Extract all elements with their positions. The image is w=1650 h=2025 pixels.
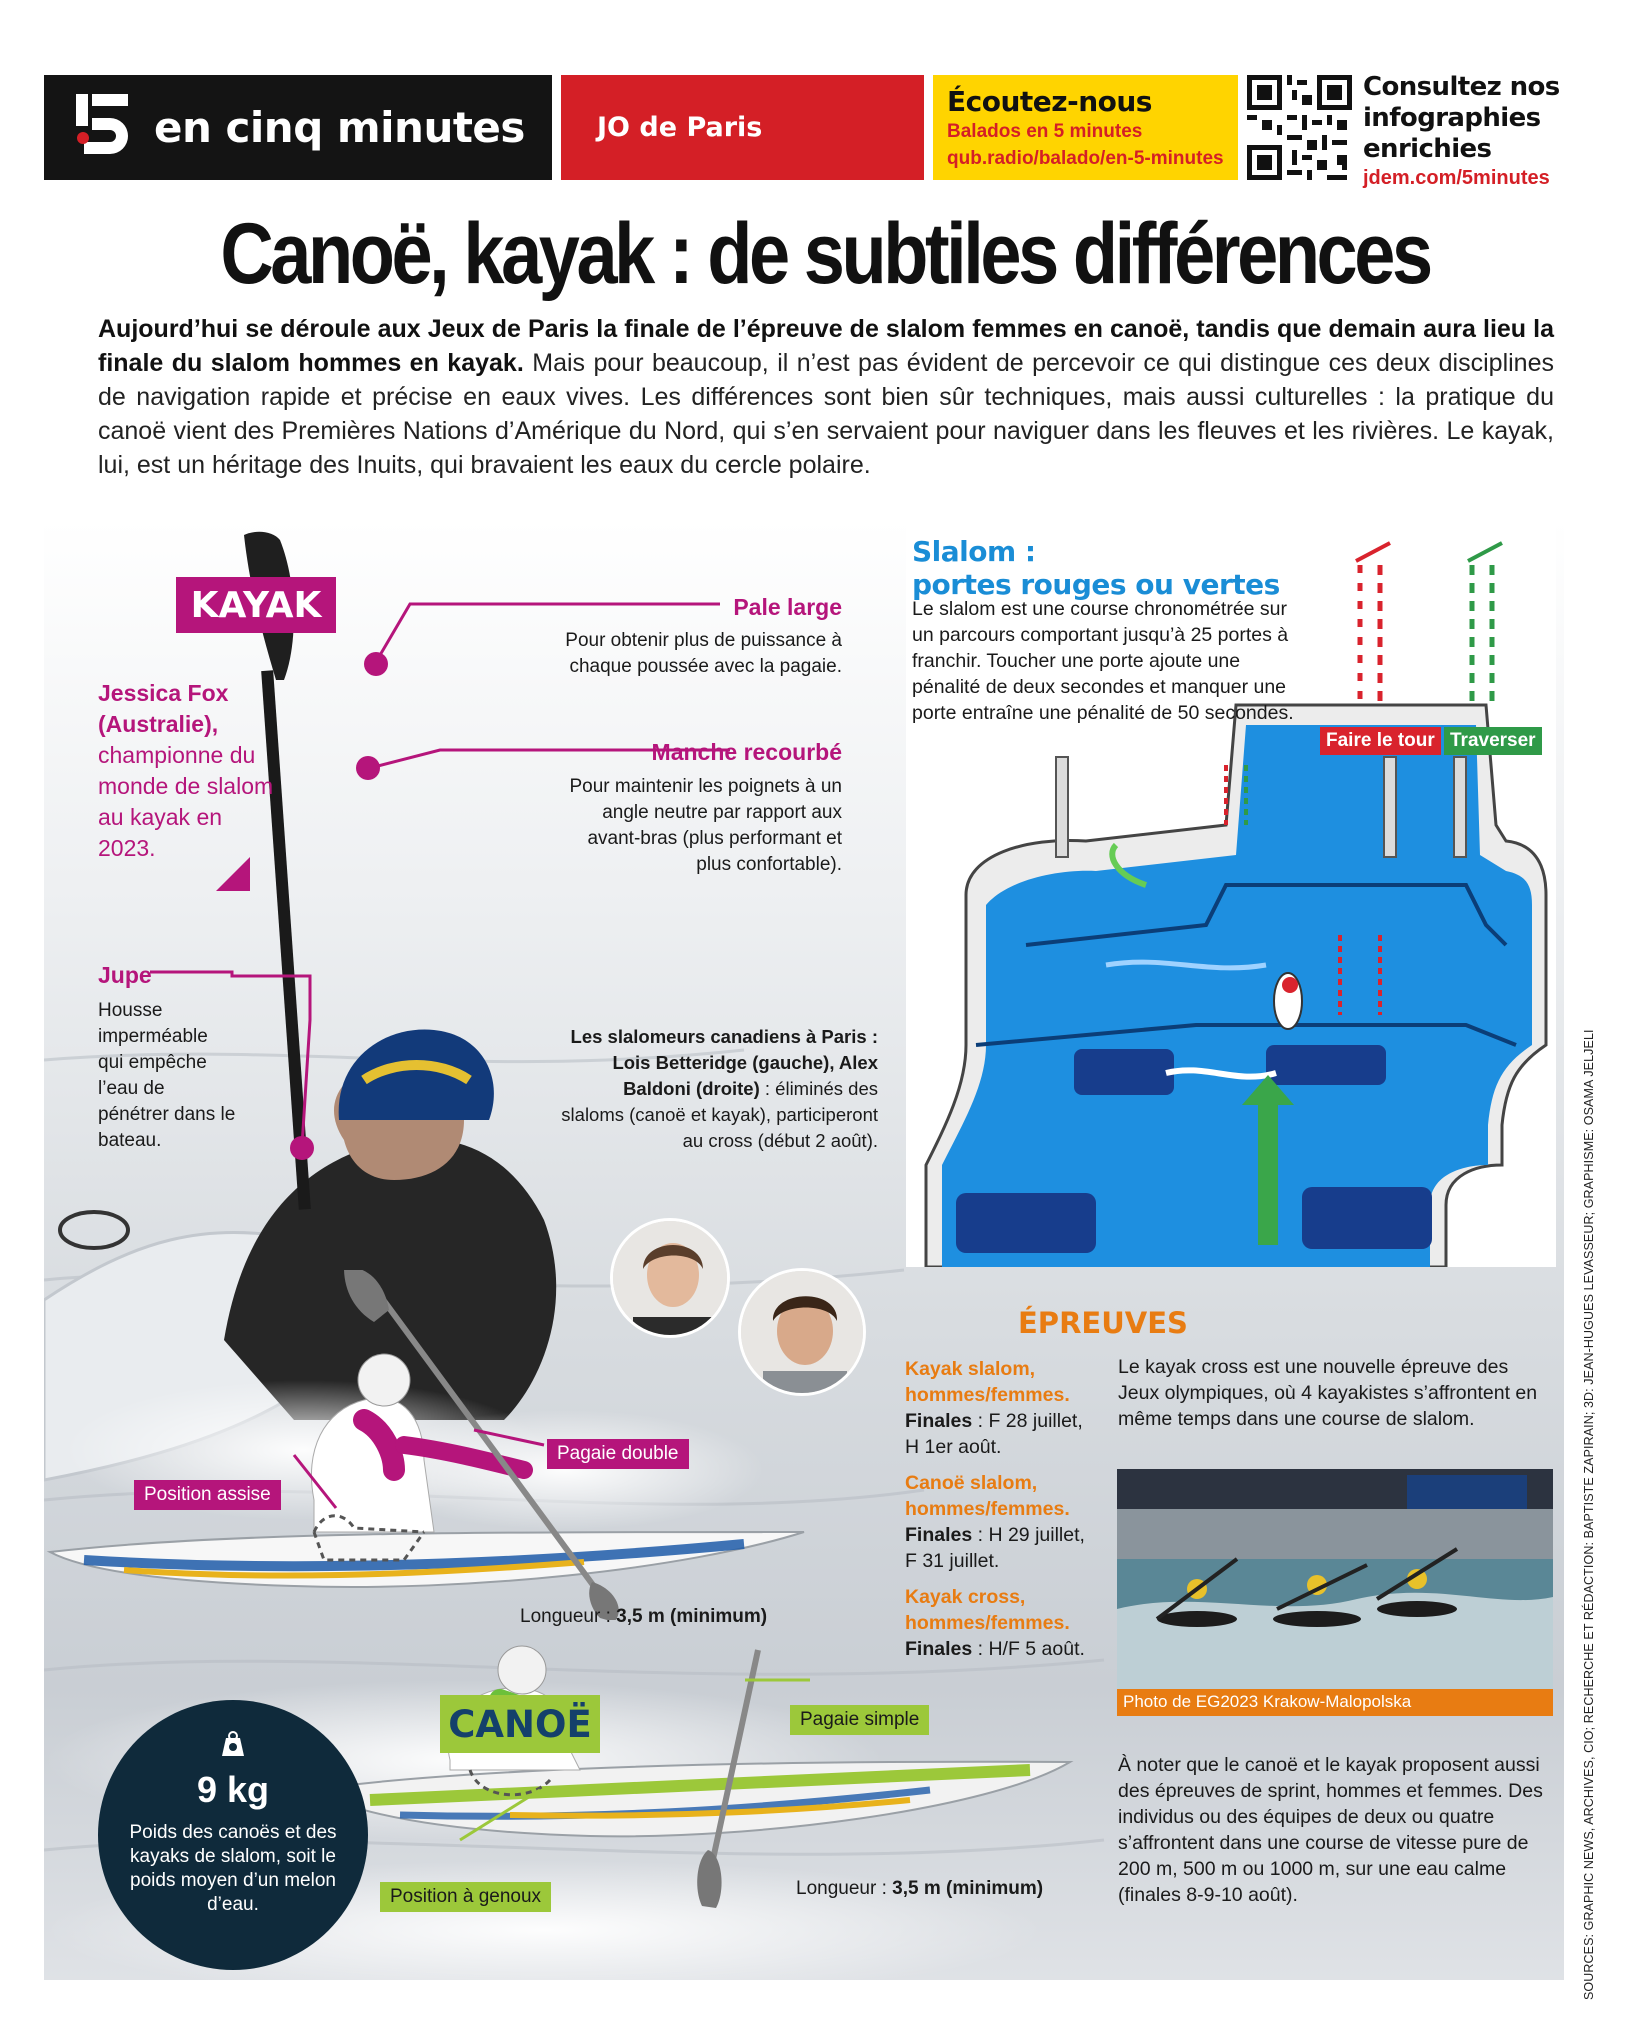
logo-5-icon xyxy=(72,92,136,164)
seated-position-label: Position assise xyxy=(134,1480,281,1510)
podcast-title: Écoutez-nous xyxy=(947,85,1152,118)
event-item xyxy=(905,1584,1095,1662)
event-finales xyxy=(905,1636,1095,1662)
red-gate-icon xyxy=(1356,543,1390,705)
infographics-url[interactable]: jdem.com/5minutes xyxy=(1363,167,1550,189)
single-paddle-label: Pagaie simple xyxy=(790,1705,929,1735)
intro-paragraph xyxy=(98,312,1554,482)
green-gate-label: Traverser xyxy=(1444,727,1542,755)
slalom-title-line-2: portes rouges ou vertes xyxy=(912,568,1280,601)
podcast-subtitle: Balados en 5 minutes xyxy=(947,121,1143,142)
manche-title: Manche recourbé xyxy=(651,739,842,765)
podcast-box[interactable] xyxy=(933,75,1238,180)
kayak-length-prefix: Longueur : xyxy=(520,1606,617,1627)
kayak-length xyxy=(520,1606,767,1628)
alex-baldoni-portrait xyxy=(738,1268,866,1396)
section-label: JO de Paris xyxy=(597,112,763,143)
weight-description: Poids des canoës et des kayaks de slalom, soit le poids moyen d’un melon d’eau. xyxy=(129,1822,337,1915)
finales-dates: : F 28 juillet, H 1er août. xyxy=(905,1410,1083,1458)
pale-large-text: Pour obtenir plus de puissance à chaque poussée avec la pagaie. xyxy=(565,630,842,677)
section-tag[interactable] xyxy=(561,75,924,180)
sprint-note: À noter que le canoë et le kayak proposent aussi des épreuves de sprint, hommes et femmes. Des individus ou des équipes de deux ou quatre s’affrontent dans une course de vitesse pure de 200 m, 500 m ou 1000 m, sur une eau calme (finales 8-9-10 août). xyxy=(1118,1754,1543,1906)
canadian-athletes-names: Les slalomeurs canadiens à Paris : Lois Betteridge (gauche), Alex Baldoni (droite) xyxy=(570,1026,878,1099)
events-list xyxy=(905,1356,1095,1662)
finales-dates: : H 29 juillet, F 31 juillet. xyxy=(905,1524,1085,1572)
jupe-text: Housse imperméable qui empêche l’eau de pénétrer dans le bateau. xyxy=(98,1000,236,1151)
weight-value: 9 kg xyxy=(196,1769,270,1810)
pale-large-title: Pale large xyxy=(733,594,842,620)
double-paddle-label: Pagaie double xyxy=(547,1439,689,1469)
event-item xyxy=(905,1470,1095,1574)
brand-name: en cinq minutes xyxy=(154,103,525,152)
event-item xyxy=(905,1356,1095,1460)
lois-betteridge-portrait xyxy=(610,1218,730,1338)
kayak-label: KAYAK xyxy=(176,577,336,633)
infographics-promo[interactable] xyxy=(1363,72,1623,190)
kayak-cross-photo xyxy=(1117,1469,1553,1711)
qr-code-icon[interactable] xyxy=(1247,75,1352,180)
weight-scale-icon xyxy=(218,1730,248,1758)
podcast-url[interactable]: qub.radio/balado/en-5-minutes xyxy=(947,148,1224,169)
slalom-title-line-1: Slalom : xyxy=(912,535,1036,568)
event-name: Kayak cross, hommes/femmes. xyxy=(905,1586,1070,1634)
kneeling-position-label: Position à genoux xyxy=(380,1882,551,1912)
kayak-length-value: 3,5 m (minimum) xyxy=(616,1606,768,1627)
green-gate-icon xyxy=(1468,543,1502,705)
canadian-athletes-caption xyxy=(560,1024,878,1154)
finales-dates: : H/F 5 août. xyxy=(972,1638,1085,1660)
intro-lead: Aujourd’hui se déroule aux Jeux de Paris la finale de l’épreuve de slalom femmes en canoë, tandis que demain aura lieu la finale du slalom hommes en kayak. xyxy=(98,315,1554,377)
athlete-description: championne du monde de slalom au kayak en 2023. xyxy=(98,742,274,861)
athlete-name: Jessica Fox (Australie), xyxy=(98,680,229,737)
finales-label: Finales xyxy=(905,1524,973,1546)
event-finales xyxy=(905,1522,1095,1574)
event-name: Kayak slalom, hommes/femmes. xyxy=(905,1358,1070,1406)
event-finales xyxy=(905,1408,1095,1460)
kayak-cross-text: Le kayak cross est une nouvelle épreuve des Jeux olympiques, où 4 kayakistes s’affrontent en même temps dans une course de slalom. xyxy=(1118,1356,1538,1430)
infographics-line-1: Consultez nos xyxy=(1363,72,1560,102)
infographics-line-2: infographies xyxy=(1363,103,1541,133)
finales-label: Finales xyxy=(905,1638,973,1660)
infographics-line-3: enrichies xyxy=(1363,134,1492,164)
events-title: ÉPREUVES xyxy=(1018,1306,1188,1340)
event-name: Canoë slalom, hommes/femmes. xyxy=(905,1472,1070,1520)
canadian-athletes-text: : éliminés des slaloms (canoë et kayak), participeront au cross (début 2 août). xyxy=(561,1078,878,1151)
photo-caption: Photo de EG2023 Krakow-Malopolska xyxy=(1117,1689,1553,1716)
jupe-title: Jupe xyxy=(98,962,152,988)
brand-bar xyxy=(44,75,552,180)
canoe-length xyxy=(796,1878,1043,1900)
slalom-description: Le slalom est une course chronométrée sur un parcours comportant jusqu’à 25 portes à franchir. Toucher une porte ajoute une pénalité de deux secondes et manquer une porte entraîne une pénalité de 50 secondes. xyxy=(912,598,1294,724)
canoe-length-prefix: Longueur : xyxy=(796,1878,893,1899)
canoe-label: CANOË xyxy=(440,1695,600,1753)
weight-circle xyxy=(98,1700,368,1970)
finales-label: Finales xyxy=(905,1410,973,1432)
slalom-title xyxy=(912,535,1280,601)
page-title: Canoë, kayak : de subtiles différences xyxy=(220,206,1430,302)
manche-text: Pour maintenir les poignets à un angle neutre par rapport aux avant-bras (plus performant et plus confortable). xyxy=(569,776,842,875)
credits: SOURCES: GRAPHIC NEWS, ARCHIVES, CIO; RECHERCHE ET RÉDACTION: BAPTISTE ZAPIRAIN; 3D: JEAN-HUGUES LEVASSEUR; GRAPHISME: OSAMA JELJELI xyxy=(1582,1029,1596,2000)
intro-body: Mais pour beaucoup, il n’est pas évident de percevoir ce qui distingue ces deux disciplines de navigation rapide et précise en eaux vives. Les différences sont bien sûr techniques, mais aussi culturelles : la pratique du canoë vient des Premières Nations d’Amérique du Nord, qui s’en servaient pour naviguer dans les fleuves et les rivières. Le kayak, lui, est un héritage des Inuits, qui bravaient les eaux du cercle polaire. xyxy=(98,349,1554,479)
canoe-length-value: 3,5 m (minimum) xyxy=(892,1878,1044,1899)
red-gate-label: Faire le tour xyxy=(1320,727,1441,755)
